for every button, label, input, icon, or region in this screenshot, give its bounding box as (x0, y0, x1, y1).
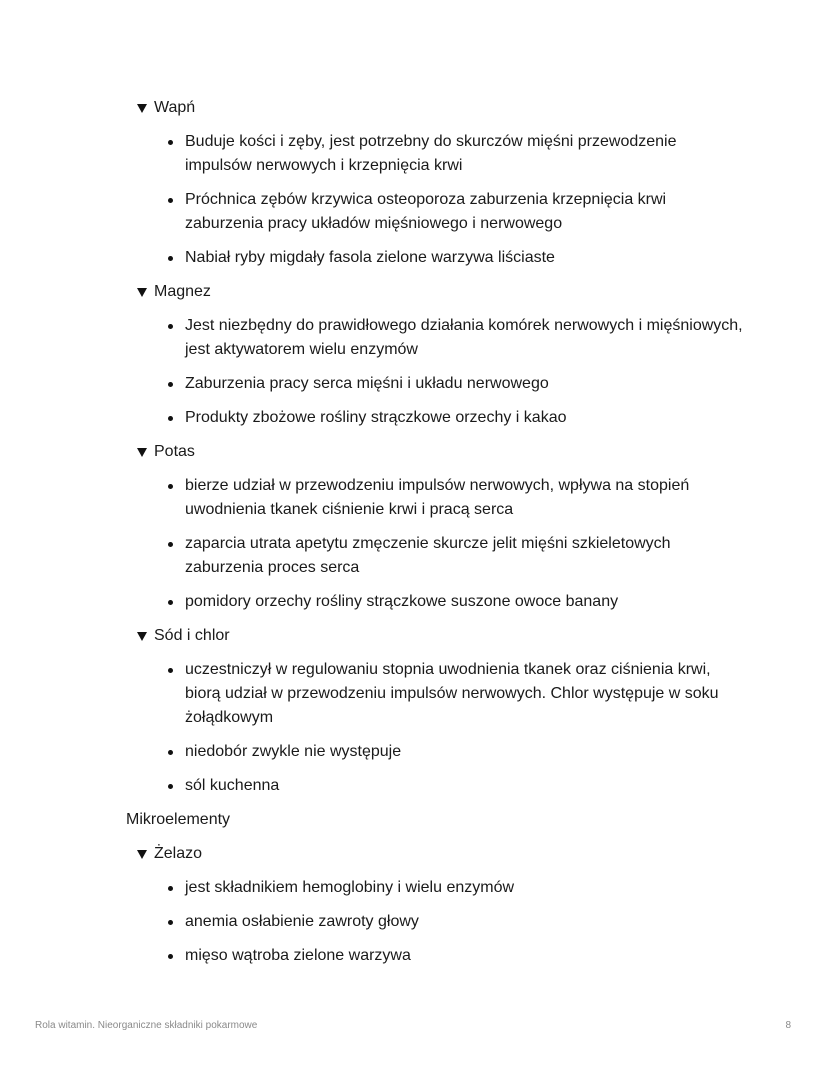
list-item: mięso wątroba zielone warzywa (185, 944, 745, 968)
triangle-down-icon[interactable] (137, 288, 147, 297)
page-content (0, 96, 828, 978)
triangle-down-icon[interactable] (137, 104, 147, 113)
list-item: Próchnica zębów krzywica osteoporoza zaburzenia krzepnięcia krwi zaburzenia pracy układów mięśniowego i nerwowego (185, 188, 745, 236)
toggle-title: Sód i chlor (154, 627, 230, 644)
triangle-down-icon[interactable] (137, 448, 147, 457)
bullet-list (137, 314, 745, 430)
toggle-block-zelazo (137, 842, 828, 968)
bullet-list (137, 474, 745, 614)
list-item: uczestniczył w regulowaniu stopnia uwodnienia tkanek oraz ciśnienia krwi, biorą udział w przewodzeniu impulsów nerwowych. Chlor występuje w soku żołądkowym (185, 658, 745, 730)
footer-page-number: 8 (785, 1020, 791, 1031)
list-item: Produkty zbożowe rośliny strączkowe orzechy i kakao (185, 406, 745, 430)
triangle-down-icon[interactable] (137, 632, 147, 641)
toggle-block-potas (137, 440, 828, 614)
list-item: Nabiał ryby migdały fasola zielone warzywa liściaste (185, 246, 745, 270)
toggle-header[interactable] (137, 842, 828, 866)
toggle-title: Żelazo (154, 845, 203, 862)
list-item: Zaburzenia pracy serca mięśni i układu nerwowego (185, 372, 745, 396)
toggle-block-magnez (137, 280, 828, 430)
bullet-list (137, 658, 745, 798)
bullet-list (137, 130, 745, 270)
list-item: jest składnikiem hemoglobiny i wielu enzymów (185, 876, 745, 900)
toggle-block-sod-i-chlor (137, 624, 828, 798)
toggle-header[interactable] (137, 624, 828, 648)
toggle-title: Magnez (154, 283, 211, 300)
triangle-down-icon[interactable] (137, 850, 147, 859)
toggle-block-wapn (137, 96, 828, 270)
toggle-header[interactable] (137, 440, 828, 464)
footer-document-title: Rola witamin. Nieorganiczne składniki pokarmowe (35, 1020, 258, 1031)
list-item: Buduje kości i zęby, jest potrzebny do skurczów mięśni przewodzenie impulsów nerwowych i krzepnięcia krwi (185, 130, 745, 178)
list-item: bierze udział w przewodzeniu impulsów nerwowych, wpływa na stopień uwodnienia tkanek ciśnienie krwi i pracą serca (185, 474, 745, 522)
toggle-header[interactable] (137, 280, 828, 304)
list-item: pomidory orzechy rośliny strączkowe suszone owoce banany (185, 590, 745, 614)
section-heading-mikroelementy: Mikroelementy (126, 811, 231, 828)
list-item: anemia osłabienie zawroty głowy (185, 910, 745, 934)
toggle-title: Potas (154, 443, 195, 460)
list-item: niedobór zwykle nie występuje (185, 740, 745, 764)
list-item: zaparcia utrata apetytu zmęczenie skurcze jelit mięśni szkieletowych zaburzenia proces serca (185, 532, 745, 580)
bullet-list (137, 876, 745, 968)
list-item: sól kuchenna (185, 774, 745, 798)
toggle-title: Wapń (154, 99, 196, 116)
list-item: Jest niezbędny do prawidłowego działania komórek nerwowych i mięśniowych, jest aktywatorem wielu enzymów (185, 314, 745, 362)
toggle-header[interactable] (137, 96, 828, 120)
